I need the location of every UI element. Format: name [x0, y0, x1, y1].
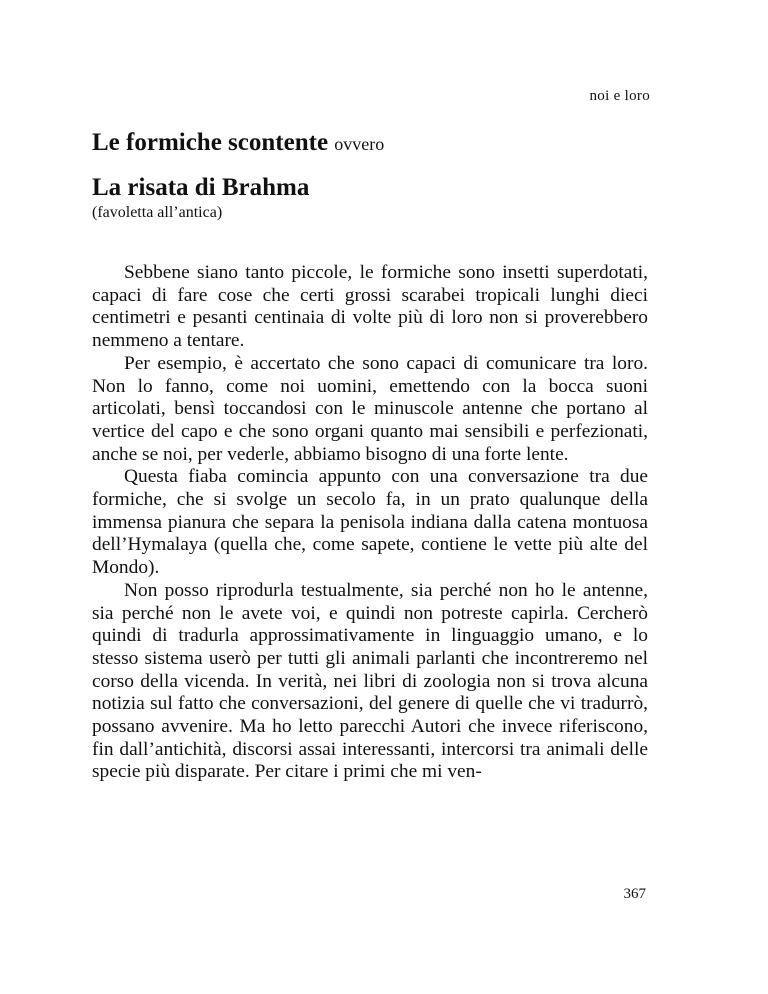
page-number: 367 — [623, 886, 646, 902]
paragraph-2: Per esempio, è accertato che sono capaci di comunicare tra loro. Non lo fanno, come noi uomini, emettendo con la bocca suoni articolati, bensì toccandosi con le minuscole antenne che portano al vertice del capo e che sono organi quanto mai sensibili e perfezionati, anche se noi, per vederle, abbiamo bisogno di una forte lente. — [92, 352, 648, 465]
alternate-title: La risata di Brahma — [92, 174, 310, 201]
chapter-title-block — [92, 128, 652, 223]
body-text — [92, 262, 648, 784]
subtitle: (favoletta all’antica) — [92, 204, 223, 221]
title-connector: ovvero — [334, 134, 385, 154]
paragraph-1: Sebbene siano tanto piccole, le formiche sono insetti superdotati, capaci di fare cose che certi grossi scarabei tropicali lunghi dieci centimetri e pesanti centinaia di volte più di loro non si proverebbero nemmeno a tentare. — [92, 262, 648, 352]
title-line-1 — [92, 128, 652, 159]
running-head: noi e loro — [589, 88, 650, 104]
paragraph-4: Non posso riprodurla testualmente, sia perché non ho le antenne, sia perché non le avete voi, e quindi non potreste capirla. Cercherò quindi di tradurla approssimativamente in linguaggio umano, e lo stesso sistema userò per tutti gli animali parlanti che incontreremo nel corso della vicenda. In verità, nei libri di zoologia non si trova alcuna notizia sul fatto che conversazioni, del genere di quelle che vi tradurrò, possano avvenire. Ma ho letto parecchi Autori che invece riferiscono, fin dall’antichità, discorsi assai interessanti, intercorsi tra animali delle specie più disparate. Per citare i primi che mi ven- — [92, 579, 648, 783]
chapter-title: Le formiche scontente — [92, 129, 329, 156]
paragraph-3: Questa fiaba comincia appunto con una conversazione tra due formiche, che si svolge un secolo fa, in un prato qualunque della immensa pianura che separa la penisola indiana dalla catena montuosa dell’Hymalaya (quella che, come sapete, contiene le vette più alte del Mondo). — [92, 466, 648, 579]
title-line-2 — [92, 173, 652, 203]
